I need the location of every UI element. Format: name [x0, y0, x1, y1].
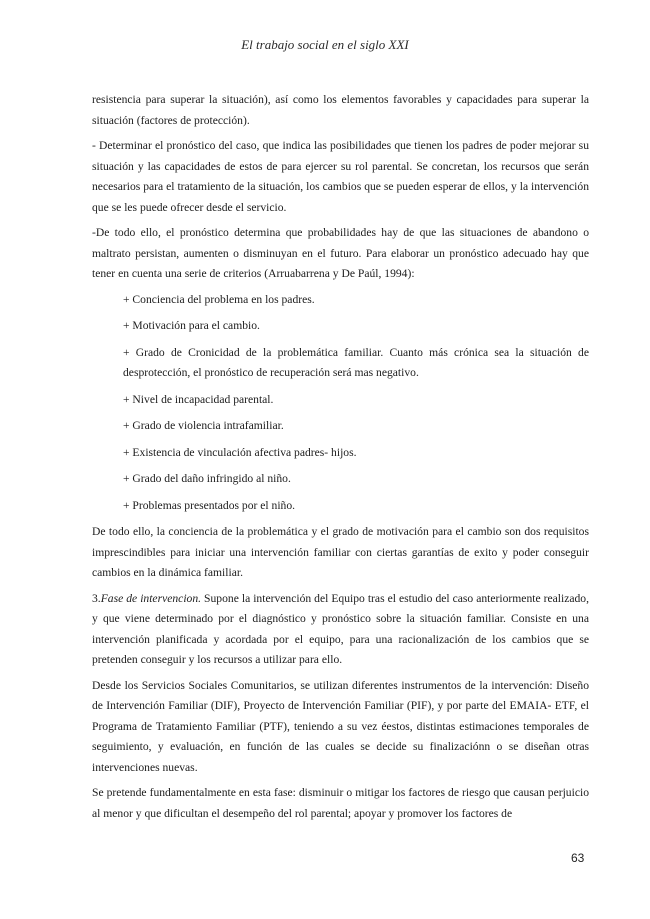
running-header: El trabajo social en el siglo XXI	[241, 37, 409, 52]
criteria-item: + Grado de Cronicidad de la problemática familiar. Cuanto más crónica sea la situación de desprotección, el pronóstico de recuperación será mas negativo.	[123, 345, 589, 379]
phase-title: Fase de intervencion.	[100, 591, 202, 605]
paragraph-prognosis: - Determinar el pronóstico del caso, que indica las posibilidades que tienen los padres de poder mejorar su situación y las capacidades de estos de para ejercer su rol parental. Se concretan, los recursos que serán necesarios para el tratamiento de la situación, los cambios que se pueden esperar de ellos, y la intervención que se les puede ofrecer desde el servicio.	[92, 139, 589, 214]
criteria-item: + Grado de violencia intrafamiliar.	[123, 419, 284, 432]
criteria-item: + Conciencia del problema en los padres.	[123, 292, 315, 306]
body-text	[92, 90, 589, 829]
criteria-item: + Grado del daño infringido al niño.	[123, 472, 291, 485]
paragraph-protection-factors: resistencia para superar la situación), así como los elementos favorables y capacidades para superar la situación (factores de protección).	[92, 93, 589, 127]
criteria-item: + Nivel de incapacidad parental.	[123, 392, 274, 406]
phase-description: Supone la intervención del Equipo tras el estudio del caso anteriormente realizado, y que viene determinado por el diagnóstico y pronóstico sobre la situación familiar. Consiste en una intervención planificada y acordada por el equipo, para una racionalización de los cambios que se pretenden conseguir y los recursos a utilizar para ello.	[92, 591, 589, 666]
paragraph-conclusion: De todo ello, la conciencia de la problemática y el grado de motivación para el cambio son dos requisitos imprescindibles para iniciar una intervención familiar con ciertas garantías de exito y poder conseguir cambios en la dinámica familiar.	[92, 525, 589, 579]
paragraph-criteria-intro: -De todo ello, el pronóstico determina que probabilidades hay de que las situaciones de abandono o maltrato persistan, aumenten o disminuyan en el futuro. Para elaborar un pronóstico adecuado hay que tener en cuenta una serie de criterios (Arruabarrena y De Paúl, 1994):	[92, 226, 589, 280]
paragraph-intervention-phase	[92, 589, 589, 671]
criteria-item: + Existencia de vinculación afectiva padres- hijos.	[123, 445, 357, 459]
paragraph-instruments: Desde los Servicios Sociales Comunitarios, se utilizan diferentes instrumentos de la intervención: Diseño de Intervención Familiar (DIF), Proyecto de Intervención Familiar (PIF), y por parte del EMAIA- ETF, el Programa de Tratamiento Familiar (PTF), teniendo a su vez éestos, distintas estimaciones temporales de seguimiento, y evaluación, en función de las cuales se decide su finalizaciónn o se diseñan otras intervenciones nuevas.	[92, 678, 589, 774]
phase-number: 3.	[92, 591, 101, 605]
criteria-item: + Motivación para el cambio.	[123, 319, 260, 332]
paragraph-objectives: Se pretende fundamentalmente en esta fase: disminuir o mitigar los factores de riesgo que causan perjuicio al menor y que dificultan el desempeño del rol parental; apoyar y promover los factores de	[92, 786, 589, 820]
page-number: 63	[571, 851, 585, 865]
criteria-item: + Problemas presentados por el niño.	[123, 498, 296, 512]
